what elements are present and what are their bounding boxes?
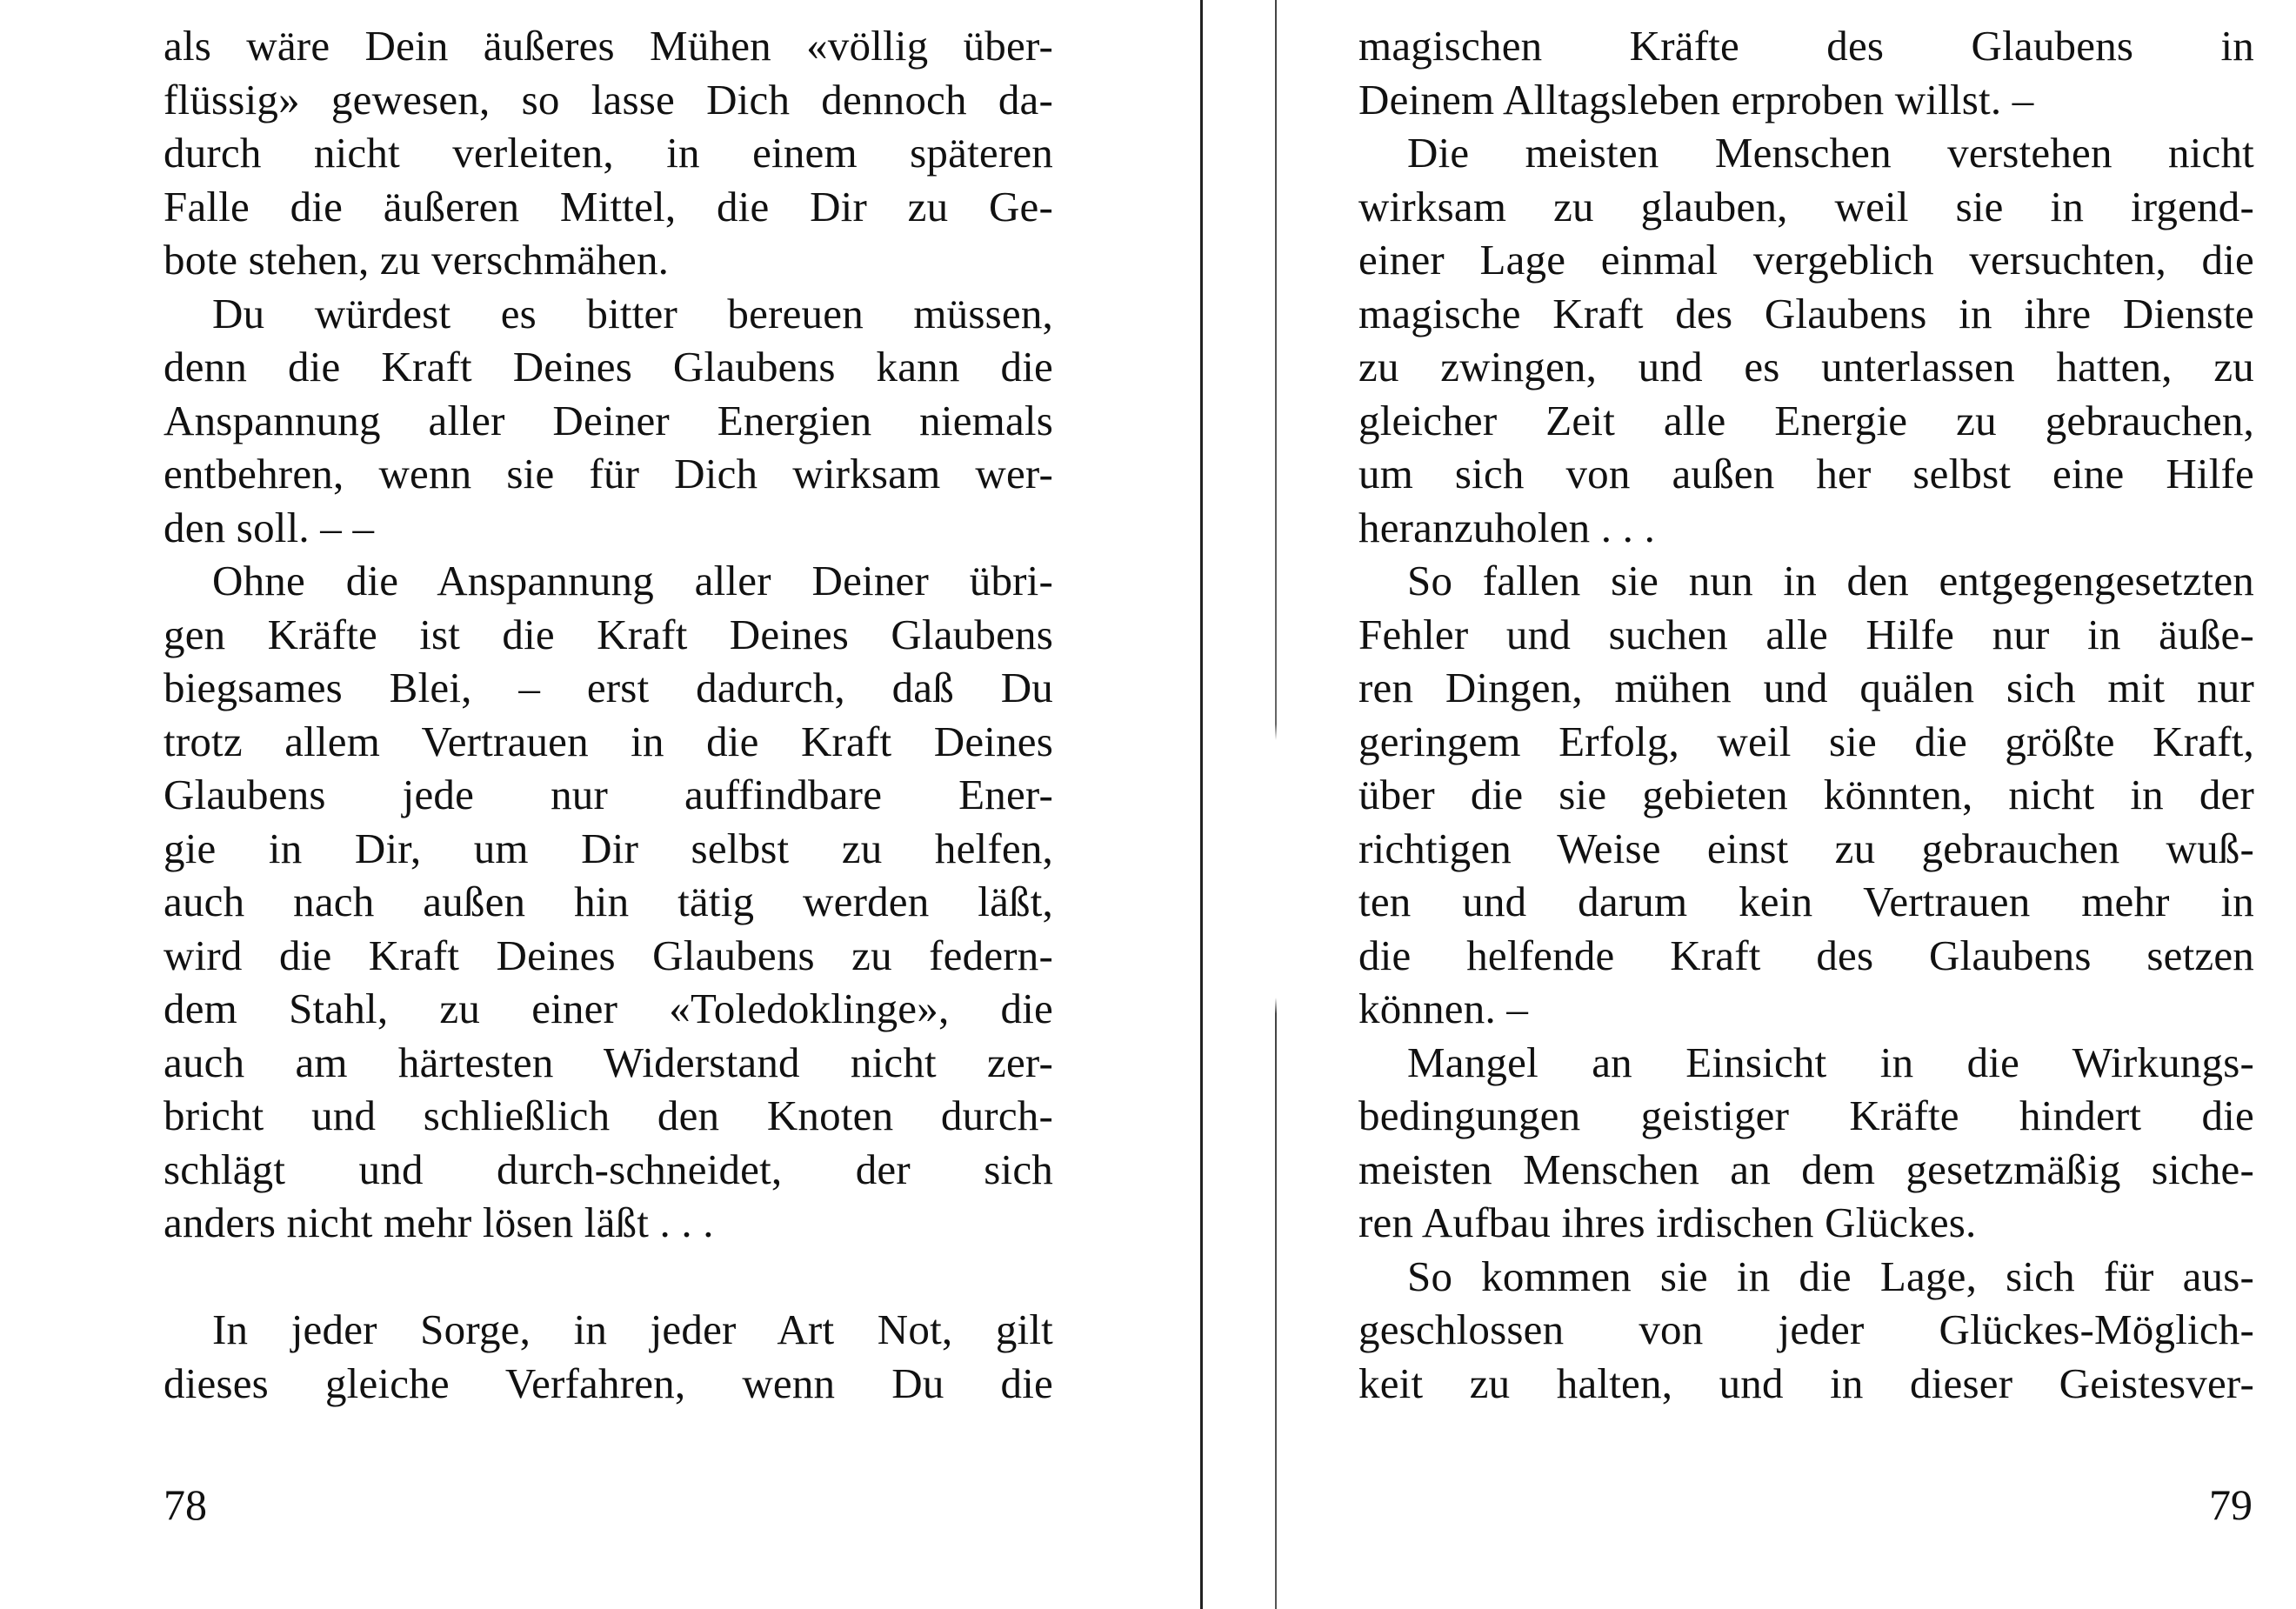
text-line: einer Lage einmal vergeblich versuchten, die xyxy=(1358,236,2254,284)
text-line: So kommen sie in die Lage, sich für aus- xyxy=(1407,1252,2254,1300)
gutter-shadow-line xyxy=(1275,0,1277,1609)
text-line: trotz allem Vertrauen in die Kraft Deines xyxy=(164,717,1053,765)
text-line: anders nicht mehr lösen läßt . . . xyxy=(164,1198,714,1246)
text-line: auch am härtesten Widerstand nicht zer- xyxy=(164,1038,1053,1086)
text-line: flüssig» gewesen, so lasse Dich dennoch da- xyxy=(164,75,1053,124)
text-line: keit zu halten, und in dieser Geistesver- xyxy=(1358,1359,2254,1407)
right-page-text xyxy=(1358,19,2254,1410)
text-line: Ohne die Anspannung aller Deiner übri- xyxy=(212,557,1053,604)
text-line: ren Aufbau ihres irdischen Glückes. xyxy=(1358,1198,1977,1246)
text-line: Glaubens jede nur auffindbare Ener- xyxy=(164,771,1053,818)
text-line: Deinem Alltagsleben erproben willst. – xyxy=(1358,75,2034,124)
text-line: biegsames Blei, – erst dadurch, daß Du xyxy=(164,664,1053,711)
text-line: Falle die äußeren Mittel, die Dir zu Ge- xyxy=(164,182,1053,230)
text-line: gen Kräfte ist die Kraft Deines Glaubens xyxy=(164,610,1053,658)
text-line: dem Stahl, zu einer «Toledoklinge», die xyxy=(164,985,1053,1032)
text-line: ren Dingen, mühen und quälen sich mit nur xyxy=(1358,664,2254,711)
text-line: auch nach außen hin tätig werden läßt, xyxy=(164,878,1053,925)
text-line: ten und darum kein Vertrauen mehr in xyxy=(1358,878,2254,925)
text-line: wirksam zu glauben, weil sie in irgend- xyxy=(1358,182,2254,230)
text-line: wird die Kraft Deines Glaubens zu federn- xyxy=(164,931,1053,979)
text-line: um sich von außen her selbst eine Hilfe xyxy=(1358,450,2254,497)
paragraph-gap xyxy=(164,1250,1053,1304)
gutter-shadow-line xyxy=(1200,0,1203,1609)
text-line: Fehler und suchen alle Hilfe nur in äuße- xyxy=(1358,610,2254,658)
text-line: gie in Dir, um Dir selbst zu helfen, xyxy=(164,824,1053,872)
text-line: bote stehen, zu verschmähen. xyxy=(164,236,670,284)
text-line: Du würdest es bitter bereuen müssen, xyxy=(212,289,1053,337)
book-gutter xyxy=(1200,0,1278,1609)
text-line: gleicher Zeit alle Energie zu gebrauchen, xyxy=(1358,396,2254,444)
text-line: dieses gleiche Verfahren, wenn Du die xyxy=(164,1359,1053,1407)
text-line: durch nicht verleiten, in einem späteren xyxy=(164,129,1053,177)
text-line: Anspannung aller Deiner Energien niemals xyxy=(164,396,1053,444)
text-line: entbehren, wenn sie für Dich wirksam wer- xyxy=(164,450,1053,497)
right-page xyxy=(1278,0,2296,1609)
text-line: Mangel an Einsicht in die Wirkungs- xyxy=(1407,1038,2254,1086)
left-page-text xyxy=(164,19,1053,1410)
text-line: geschlossen von jeder Glückes-Möglich- xyxy=(1358,1305,2254,1353)
text-line: als wäre Dein äußeres Mühen «völlig über- xyxy=(164,22,1053,70)
page-number-left: 78 xyxy=(164,1480,207,1529)
text-line: können. – xyxy=(1358,985,1529,1032)
text-line: Die meisten Menschen verstehen nicht xyxy=(1407,129,2254,177)
text-line: bricht und schließlich den Knoten durch- xyxy=(164,1092,1053,1139)
text-line: bedingungen geistiger Kräfte hindert die xyxy=(1358,1092,2254,1139)
text-line: richtigen Weise einst zu gebrauchen wuß- xyxy=(1358,824,2254,872)
text-line: magische Kraft des Glaubens in ihre Dienste xyxy=(1358,289,2254,337)
text-line: zu zwingen, und es unterlassen hatten, zu xyxy=(1358,343,2254,391)
text-line: geringem Erfolg, weil sie die größte Kraft, xyxy=(1358,717,2254,765)
text-line: magischen Kräfte des Glaubens in xyxy=(1358,22,2254,70)
text-line: In jeder Sorge, in jeder Art Not, gilt xyxy=(212,1305,1053,1353)
text-line: meisten Menschen an dem gesetzmäßig siche- xyxy=(1358,1145,2254,1193)
text-line: denn die Kraft Deines Glaubens kann die xyxy=(164,343,1053,391)
text-line: über die sie gebieten könnten, nicht in der xyxy=(1358,771,2254,818)
text-line: schlägt und durch-schneidet, der sich xyxy=(164,1145,1053,1193)
text-line: die helfende Kraft des Glaubens setzen xyxy=(1358,931,2254,979)
text-line: heranzuholen . . . xyxy=(1358,503,1656,551)
page-number-right: 79 xyxy=(2209,1480,2253,1529)
text-line: den soll. – – xyxy=(164,503,375,551)
text-line: So fallen sie nun in den entgegengesetzten xyxy=(1407,557,2254,604)
